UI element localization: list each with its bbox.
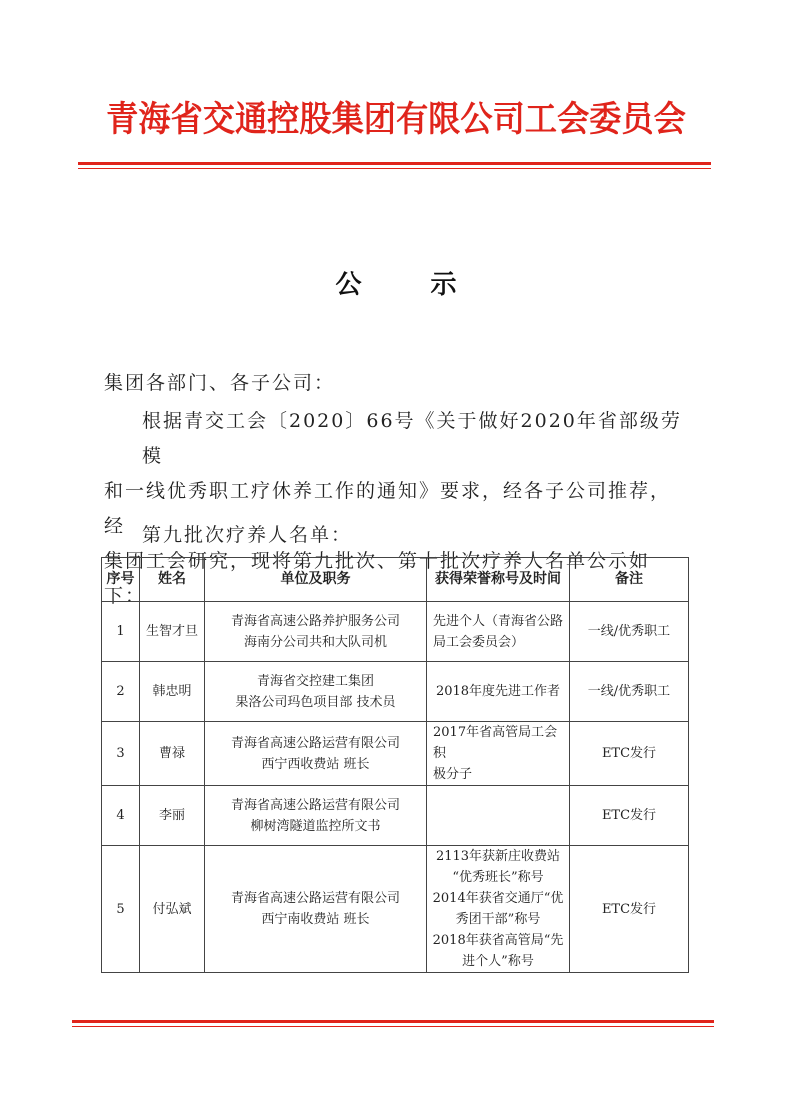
cell-honor (427, 846, 570, 973)
honor-line: 2017年省高管局工会积 (433, 725, 558, 761)
table-row (102, 662, 689, 722)
header-name: 姓名 (140, 558, 205, 602)
list-subheading: 第九批次疗养人名单： (142, 524, 353, 546)
header-unit: 单位及职务 (205, 558, 427, 602)
honor-line: 秀团干部”称号 (455, 912, 541, 927)
notice-title: 公 示 (335, 270, 487, 300)
letterhead-rule-thick (78, 162, 711, 165)
cell-honor (427, 602, 570, 662)
letterhead-org-name: 青海省交通控股集团有限公司工会委员会 (106, 99, 686, 140)
cell-unit (205, 722, 427, 786)
cell-unit (205, 662, 427, 722)
unit-line: 青海省高速公路运营有限公司 (230, 735, 400, 751)
cell-name: 韩忠明 (140, 662, 205, 722)
table-row (102, 602, 689, 662)
cell-name: 曹禄 (140, 722, 205, 786)
paragraph-line: 集团工会研究，现将第九批次、第十批次疗养人名单公示如下： (104, 550, 651, 607)
cell-honor (427, 722, 570, 786)
honor-line: 2113年获新庄收费站 (435, 849, 561, 864)
sanatorium-roster-table (101, 557, 689, 973)
table-row (102, 722, 689, 786)
cell-unit (205, 602, 427, 662)
footer-rule-thin (72, 1026, 714, 1027)
unit-line: 青海省高速公路运营有限公司 (230, 891, 400, 906)
cell-honor (427, 662, 570, 722)
cell-note: 一线/优秀职工 (570, 662, 689, 722)
paragraph-line: 和一线优秀职工疗休养工作的通知》要求，经各子公司推荐，经 (104, 480, 672, 537)
honor-line: “优秀班长”称号 (452, 870, 544, 885)
cell-no: 5 (102, 846, 140, 973)
table-header-row (102, 558, 689, 602)
cell-unit (205, 786, 427, 846)
cell-no: 1 (102, 602, 140, 662)
unit-line: 西宁南收费站 班长 (261, 912, 370, 927)
cell-no: 4 (102, 786, 140, 846)
unit-line: 青海省交控建工集团 (256, 673, 374, 689)
honor-line: 进个人”称号 (462, 954, 534, 969)
unit-line: 海南分公司共和大队司机 (243, 634, 387, 650)
honor-line: 先进个人（青海省公路 (433, 613, 564, 629)
honor-line: 2018年度先进工作者 (435, 684, 561, 699)
cell-name: 付弘斌 (140, 846, 205, 973)
cell-no: 2 (102, 662, 140, 722)
letterhead-rule-thin (78, 168, 711, 169)
cell-honor (427, 786, 570, 846)
table-row (102, 846, 689, 973)
cell-note: 一线/优秀职工 (570, 602, 689, 662)
header-note: 备注 (570, 558, 689, 602)
footer-rule-thick (72, 1020, 714, 1023)
cell-unit (205, 846, 427, 973)
unit-line: 西宁西收费站 班长 (261, 756, 370, 772)
cell-note: ETC发行 (570, 846, 689, 973)
table-row (102, 786, 689, 846)
honor-line: 极分子 (433, 767, 473, 782)
cell-note: ETC发行 (570, 786, 689, 846)
unit-line: 青海省高速公路养护服务公司 (230, 613, 400, 629)
header-honor: 获得荣誉称号及时间 (427, 558, 570, 602)
header-no: 序号 (102, 558, 140, 602)
paragraph-line: 根据青交工会〔2020〕66号《关于做好2020年省部级劳模 (142, 410, 682, 467)
cell-name: 李丽 (140, 786, 205, 846)
addressee: 集团各部门、各子公司： (104, 372, 336, 394)
honor-line: 局工会委员会） (433, 634, 525, 650)
unit-line: 青海省高速公路运营有限公司 (230, 797, 400, 813)
honor-line: 2014年获省交通厅“优 (432, 891, 564, 906)
unit-line: 果洛公司玛色项目部 技术员 (235, 694, 396, 710)
cell-name: 生智才旦 (140, 602, 205, 662)
cell-no: 3 (102, 722, 140, 786)
honor-line: 2018年获省高管局“先 (432, 933, 564, 948)
cell-note: ETC发行 (570, 722, 689, 786)
unit-line: 柳树湾隧道监控所文书 (250, 818, 381, 834)
